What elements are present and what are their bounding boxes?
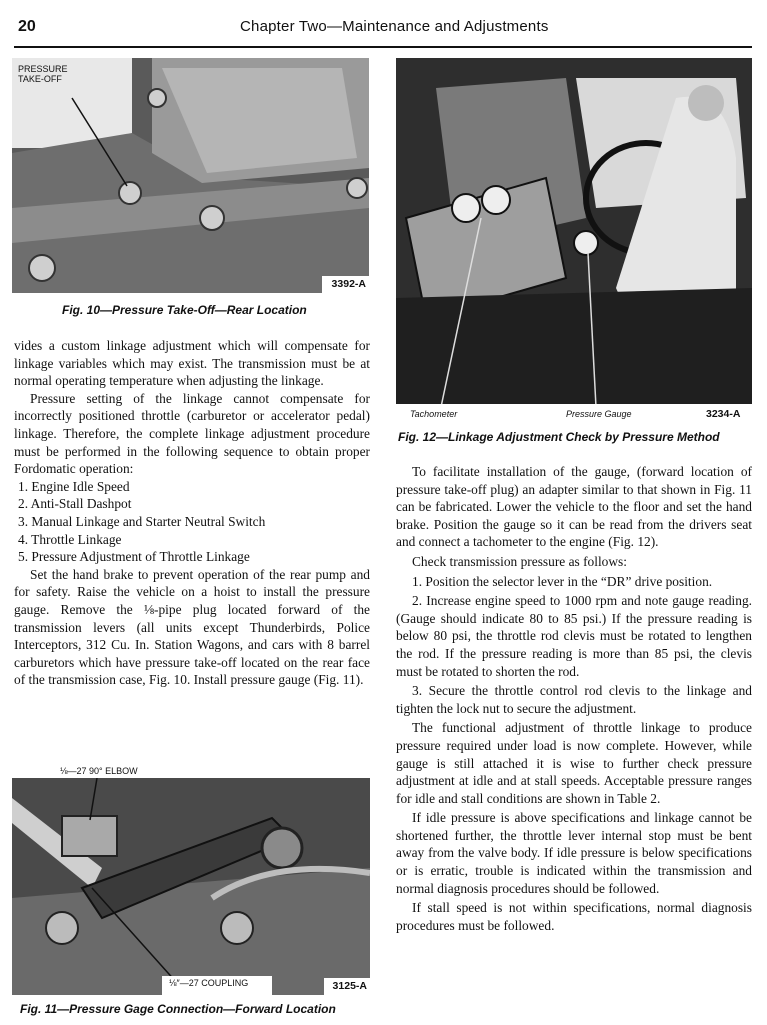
page-number: 20 — [18, 18, 36, 35]
fig12-photo — [396, 58, 752, 407]
fig10-callout-label: PRESSURE TAKE-OFF — [18, 64, 68, 84]
left-paragraph-2: Pressure setting of the linkage cannot compensate for incorrectly positioned throttle (carburetor or accelerator pedal) linkage. Therefore, the complete linkage adjustment procedure must be performed in the following sequence to obtain proper Fordomatic operation: — [14, 390, 370, 477]
fig12-number: 3234-A — [706, 408, 741, 420]
fig12-label-pressure-gauge: Pressure Gauge — [566, 409, 632, 419]
fig11-callout-top: ⅛—27 90° ELBOW — [60, 766, 138, 776]
page-header — [14, 18, 752, 48]
right-step-3: 3. Secure the throttle control rod clevis to the linkage and tighten the lock nut to secure the adjustment. — [396, 683, 752, 716]
right-paragraph-2: Check transmission pressure as follows: — [412, 553, 627, 569]
step-item: 3. Manual Linkage and Starter Neutral Switch — [18, 513, 266, 529]
step-item: 1. Engine Idle Speed — [18, 478, 130, 494]
fig12-caption: Fig. 12—Linkage Adjustment Check by Pressure Method — [398, 430, 720, 444]
right-step-1: 1. Position the selector lever in the “DR” drive position. — [412, 573, 713, 589]
fig10-photo — [12, 58, 369, 293]
fig11-number: 3125-A — [332, 980, 367, 992]
fig10-caption: Fig. 10—Pressure Take-Off—Rear Location — [62, 303, 307, 317]
fig11-illustration — [12, 778, 370, 995]
right-paragraph-8: If stall speed is not within specifications, normal diagnosis procedures must be followed. — [396, 900, 752, 933]
right-paragraph-1: To facilitate installation of the gauge, (forward location of pressure take-off plug) an adapter similar to that shown in Fig. 11 can be fabricated. Lower the vehicle to the floor and set the hand brake. Position the gauge so it can be read from the drivers seat and connect a tachometer to the engine (Fig. 12). — [396, 464, 752, 550]
fig12-label-tachometer: Tachometer — [410, 409, 458, 419]
chapter-title: Chapter Two—Maintenance and Adjustments — [240, 18, 549, 35]
right-step-2: 2. Increase engine speed to 1000 rpm and note gauge reading. (Gauge should indicate 80 to 85 psi.) If the pressure reading is below 80 psi, the throttle rod clevis must be rotated to lengthen the rod. If the pressure reading is more than 85 psi, the clevis must be rotated to shorten the rod. — [396, 593, 752, 679]
right-paragraph-7: If idle pressure is above specifications and linkage cannot be shortened further, the throttle lever internal stop must be bent away from the valve body. If idle pressure is below specifications or is erratic, trouble is indicated within the transmission and normal diagnosis procedures should be followed. — [396, 810, 752, 896]
fig11-caption: Fig. 11—Pressure Gage Connection—Forward Location — [20, 1002, 336, 1016]
fig12-illustration — [396, 58, 752, 407]
fig10-illustration — [12, 58, 369, 293]
left-column — [14, 337, 370, 689]
step-item: 2. Anti-Stall Dashpot — [18, 496, 132, 512]
left-paragraph-3: Set the hand brake to prevent operation of the rear pump and for safety. Raise the vehicle on a hoist to install the pressure gauge. Remove the ⅛-pipe plug located forward of the transmission levers (all units except Thunderbirds, Police Interceptors, 312 Cu. In. Station Wagons, and cars with 8 barrel carburetors which have pressure take-off located on the rear face of the transmission case, Fig. 10. Install pressure gauge (Fig. 11). — [14, 566, 370, 688]
step-item: 4. Throttle Linkage — [18, 531, 122, 547]
step-item: 5. Pressure Adjustment of Throttle Linkage — [18, 549, 250, 565]
fig11-photo — [12, 778, 370, 995]
fig10-number: 3392-A — [331, 278, 366, 290]
right-column — [396, 463, 752, 934]
right-paragraph-6: The functional adjustment of throttle linkage to produce pressure required under load is now complete. However, while gauge is still attached it is wise to further check pressure adjustment at idle and at stall speeds. Acceptable pressure ranges for idle and stall conditions are shown in Table 2. — [396, 720, 752, 806]
fig11-callout-bottom: ⅛″—27 COUPLING — [169, 978, 249, 988]
left-paragraph-1: vides a custom linkage adjustment which will compensate for linkage variables which may exist. The transmission must be at normal operating temperature when adjusting the linkage. — [14, 338, 370, 389]
